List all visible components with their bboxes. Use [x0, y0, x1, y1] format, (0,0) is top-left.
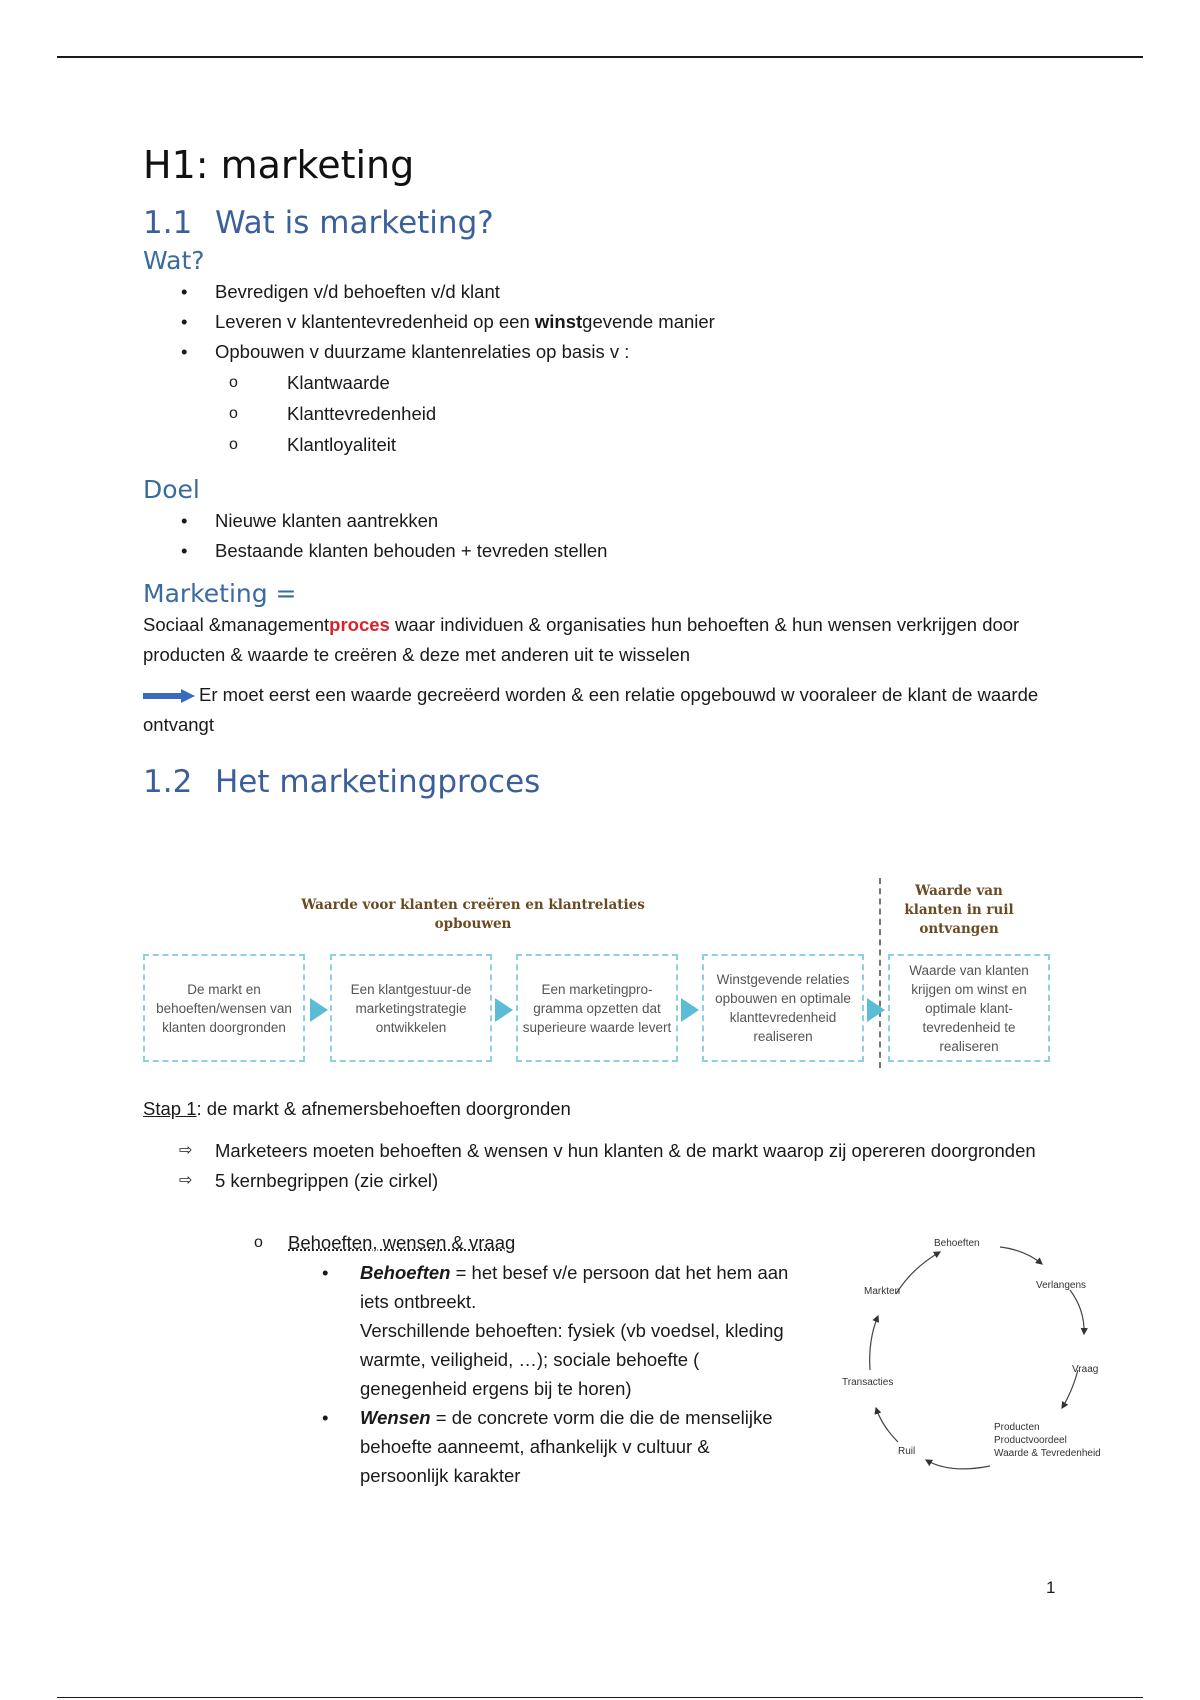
section-number: 1.2 — [143, 764, 193, 800]
list-item: ⇨ 5 kernbegrippen (zie cirkel) — [143, 1166, 1043, 1196]
cycle-label: Waarde & Tevredenheid — [994, 1448, 1101, 1459]
cycle-label: Behoeften — [934, 1238, 980, 1249]
section-1-1-heading — [143, 201, 1083, 245]
process-step-5: Waarde van klanten krijgen om winst en optimale klant-tevredenheid te realiseren — [888, 954, 1050, 1062]
top-rule — [57, 56, 1143, 58]
diagram-header-right: Waarde van klanten in ruil ontvangen — [904, 883, 1014, 937]
arrow-note: Er moet eerst een waarde gecreëerd worden & een relatie opgebouwd w vooraleer de klant de waarde ontvangt — [143, 684, 1039, 735]
wat-sublist — [143, 367, 1083, 460]
cycle-label: Productvoordeel — [994, 1435, 1067, 1446]
section-title: Het marketingproces — [215, 764, 541, 800]
section-number: 1.1 — [143, 205, 193, 241]
core-concepts-cycle — [830, 1230, 1120, 1490]
page-content — [143, 135, 1083, 804]
doel-list — [143, 506, 1083, 566]
list-item: • Wensen = de concrete vorm die die de menselijke behoefte aanneemt, afhankelijk v cultuur & persoonlijk karakter — [322, 1407, 773, 1486]
process-step-1: De markt en behoeften/wensen van klanten doorgronden — [143, 954, 305, 1062]
marketing-definition: Sociaal &managementproces waar individuen & organisaties hun behoeften & hun wensen verkrijgen door producten & waarde te creëren & deze met anderen uit te wisselen — [143, 614, 1020, 665]
list-item: ⇨ Marketeers moeten behoeften & wensen v hun klanten & de markt waarop zij opereren doorgronden — [143, 1136, 1043, 1166]
wat-list — [143, 277, 1083, 367]
definition-list — [318, 1258, 798, 1490]
behoeften-subheading: o Behoeften, wensen & vraag — [254, 1232, 516, 1253]
arrow-list — [143, 1136, 1043, 1196]
diagram-divider — [879, 878, 881, 1068]
list-item: • Leveren v klantentevredenheid op een winstgevende manier — [181, 311, 715, 332]
list-item: • Bevredigen v/d behoeften v/d klant — [181, 281, 500, 302]
cycle-label: Verlangens — [1036, 1280, 1087, 1291]
list-item: o Klantwaarde — [229, 372, 390, 393]
process-step-3: Een marketingpro-gramma opzetten dat superieure waarde levert — [516, 954, 678, 1062]
stap-1-line: Stap 1: de markt & afnemersbehoeften doorgronden — [143, 1098, 571, 1119]
list-item: • Bestaande klanten behouden + tevreden stellen — [181, 540, 608, 561]
process-arrow-icon — [495, 998, 513, 1022]
doel-heading: Doel — [143, 475, 200, 504]
cycle-label: Transacties — [842, 1377, 894, 1388]
process-arrow-icon — [867, 998, 885, 1022]
list-item: o Klantloyaliteit — [229, 434, 397, 455]
cycle-label: Markten — [864, 1286, 901, 1297]
hollow-arrow-icon: ⇨ — [179, 1172, 193, 1189]
hollow-arrow-icon: ⇨ — [179, 1142, 193, 1159]
stap-label: Stap 1 — [143, 1098, 197, 1119]
section-1-2-heading — [143, 760, 1083, 804]
section-title: Wat is marketing? — [215, 205, 494, 241]
list-item: o Klanttevredenheid — [229, 403, 437, 424]
cycle-label: Ruil — [898, 1446, 916, 1457]
process-arrow-icon — [681, 998, 699, 1022]
list-item: • Behoeften = het besef v/e persoon dat het hem aan iets ontbreekt. Verschillende behoeften: fysiek (vb voedsel, kleding warmte, veiligheid, …); sociale behoefte ( genegenheid ergens bij te horen) — [322, 1262, 789, 1399]
process-step-4: Winstgevende relaties opbouwen en optimale klanttevredenheid realiseren — [702, 954, 864, 1062]
marketing-process-diagram — [143, 874, 1063, 1074]
list-item: • Nieuwe klanten aantrekken — [181, 510, 439, 531]
diagram-header-left: Waarde voor klanten creëren en klantrelaties opbouwen — [301, 897, 645, 932]
wat-heading: Wat? — [143, 246, 205, 275]
marketing-def-heading: Marketing = — [143, 579, 297, 608]
cycle-label: Vraag — [1072, 1364, 1099, 1375]
bottom-rule — [57, 1697, 1143, 1698]
list-item: • Opbouwen v duurzame klantenrelaties op basis v : — [181, 341, 630, 362]
process-step-2: Een klantgestuur-de marketingstrategie ontwikkelen — [330, 954, 492, 1062]
page-number: 1 — [1046, 1578, 1056, 1597]
cycle-label: Producten — [994, 1422, 1040, 1433]
right-arrow-icon — [143, 689, 195, 703]
process-arrow-icon — [310, 998, 328, 1022]
page-title: H1: marketing — [143, 143, 415, 187]
